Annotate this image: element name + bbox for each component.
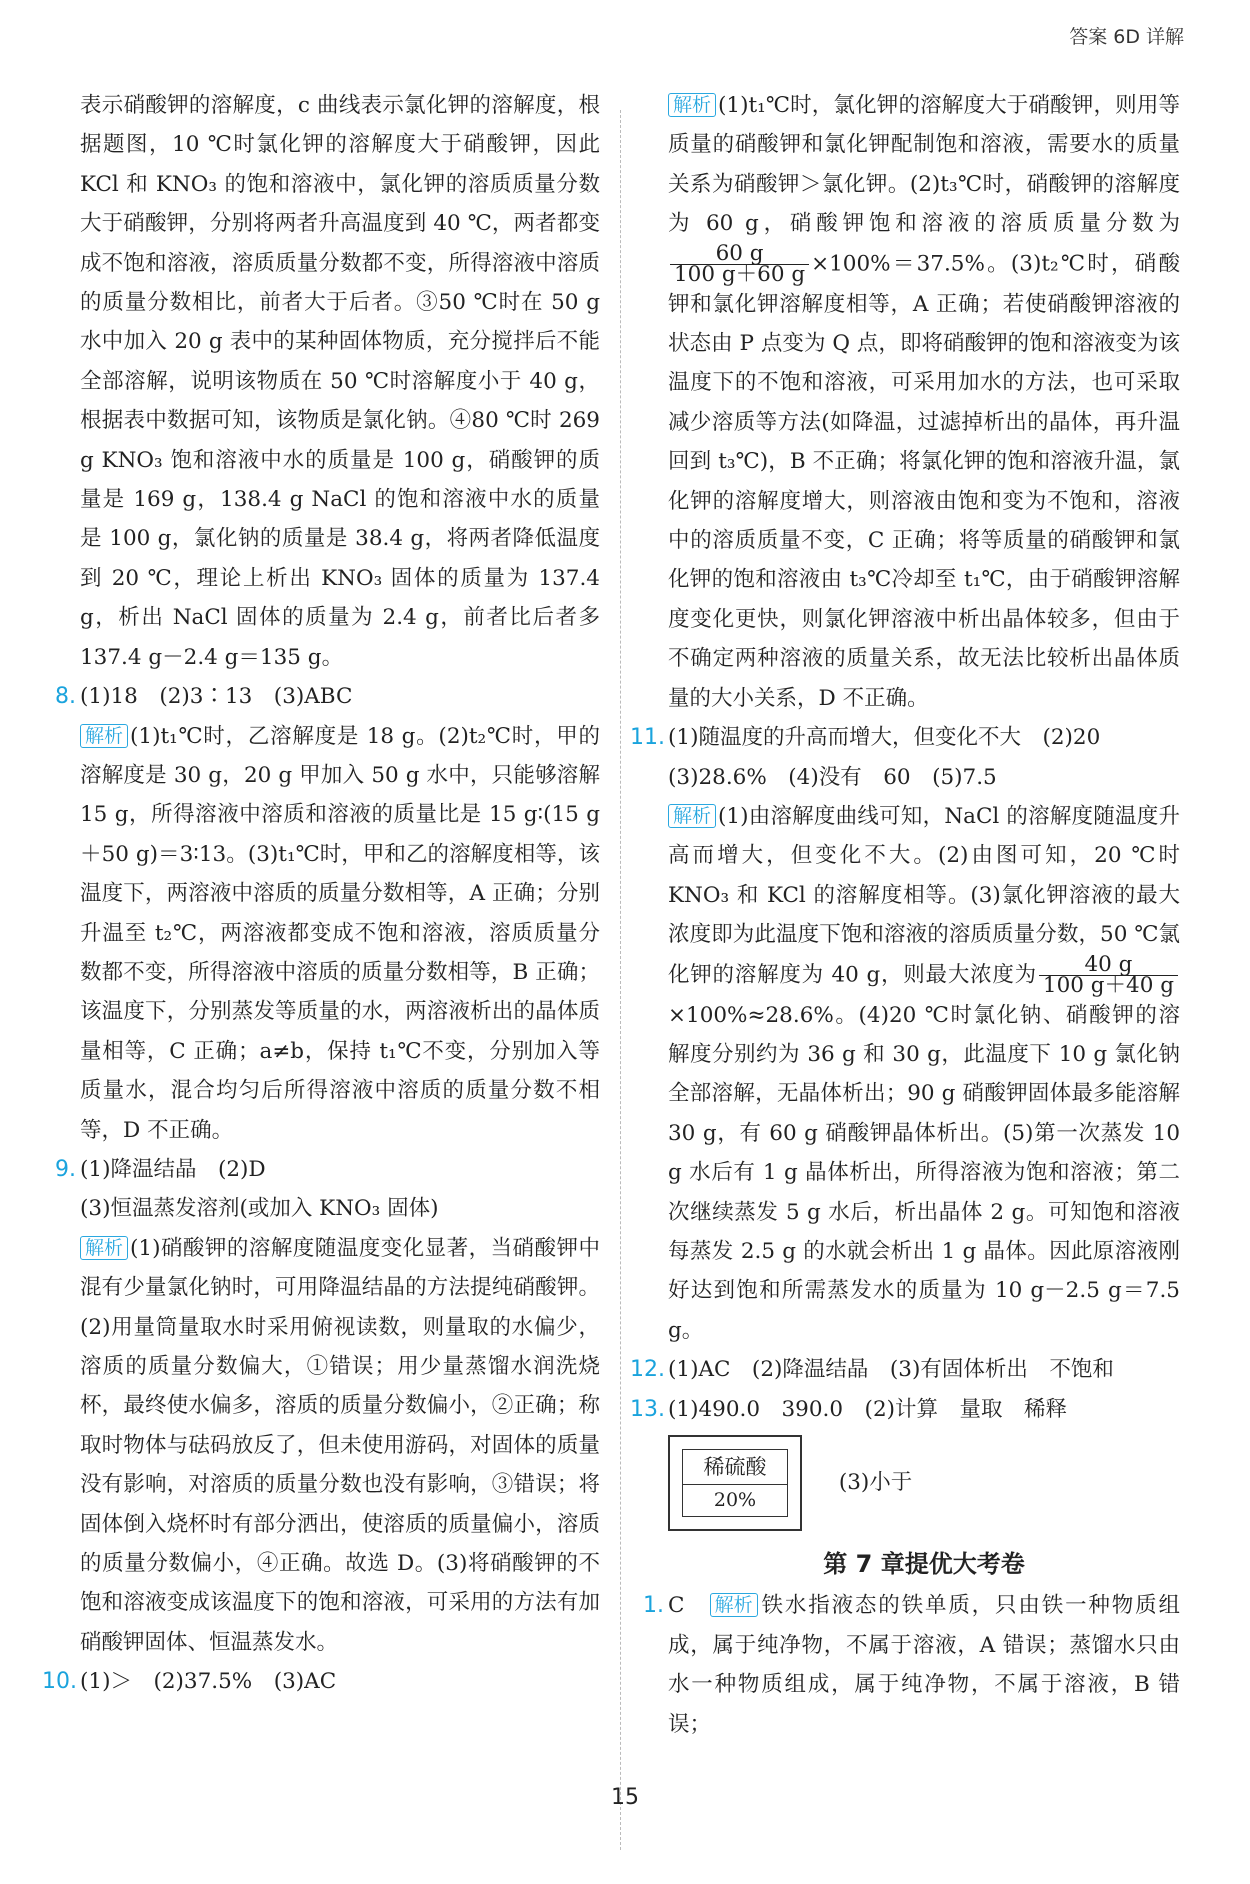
question-number: 9. xyxy=(55,1156,76,1182)
question-8 xyxy=(55,677,600,716)
reagent-label-row xyxy=(668,1429,1180,1537)
explanation-11 xyxy=(668,797,1180,1350)
question-13 xyxy=(630,1390,1180,1429)
column-divider xyxy=(620,110,621,1850)
fraction xyxy=(670,240,809,287)
reagent-name: 稀硫酸 xyxy=(683,1450,787,1485)
analysis-tag: 解析 xyxy=(710,1593,758,1617)
answer-text: (1)＞ (2)37.5% (3)AC xyxy=(80,1669,337,1695)
analysis-tag: 解析 xyxy=(80,1236,128,1260)
reagent-concentration: 20% xyxy=(713,1489,757,1511)
page-header: 答案 6D 详解 xyxy=(1069,26,1184,48)
answer-text: (1)18 (2)3∶13 (3)ABC xyxy=(80,684,353,710)
question-number: 8. xyxy=(55,684,76,710)
question-number: 11. xyxy=(630,725,665,751)
denominator: 100 g＋60 g xyxy=(674,261,806,287)
explanation-text: 铁水指液态的铁单质，只由铁一种物质组成，属于纯净物，不属于溶液，A 错误；蒸馏水只由水一种物质组成，属于纯净物，不属于溶液，B 错误； xyxy=(668,1593,1180,1737)
question-number: 1. xyxy=(643,1593,664,1619)
paragraph-continuation: 表示硝酸钾的溶解度，c 曲线表示氯化钾的溶解度，根据题图，10 ℃时氯化钾的溶解度大于硝酸钾，因此 KCl 和 KNO₃ 的饱和溶液中，氯化钾的溶质质量分数大于硝酸钾，分别将两者升高温度到 40 ℃，两者都变成不饱和溶液，溶质质量分数都不变，所得溶液中溶质的质量分数相比，前者大于后者。③50 ℃时在 50 g 水中加入 20 g 表中的某种固体物质，充分搅拌后不能全部溶解，说明该物质在 50 ℃时溶解度小于 40 g，根据表中数据可知，该物质是氯化钠。④80 ℃时 269 g KNO₃ 饱和溶液中水的质量是 100 g，硝酸钾的质量是 169 g，138.4 g NaCl 的饱和溶液中水的质量是 100 g，氯化钠的质量是 38.4 g，将两者降低温度到 20 ℃，理论上析出 KNO₃ 固体的质量为 137.4 g，析出 NaCl 固体的质量为 2.4 g，前者比后者多 137.4 g－2.4 g＝135 g。 xyxy=(80,93,600,670)
numerator: 60 g xyxy=(670,244,809,265)
answer-text: C xyxy=(668,1593,685,1619)
answer-text: (1)降温结晶 (2)D xyxy=(80,1156,266,1182)
analysis-tag: 解析 xyxy=(80,724,128,748)
question-9 xyxy=(55,1150,600,1189)
explanation-text: ×100%≈28.6%。(4)20 ℃时氯化钠、硝酸钾的溶解度分别约为 36 g 和 30 g，此温度下 10 g 氯化钠全部溶解，无晶体析出；90 g 硝酸钾固体最多能溶解 30 g，有 60 g 硝酸钾晶体析出。(5)第一次蒸发 10 g 水后有 1 g 晶体析出，所得溶液为饱和溶液；第二次继续蒸发 5 g 水后，析出晶体 2 g。可知饱和溶液每蒸发 2.5 g 的水就会析出 1 g 晶体。因此原溶液刚好达到饱和所需蒸发水的质量为 10 g－2.5 g＝7.5 g。 xyxy=(668,1002,1180,1343)
answer-line: (3)恒温蒸发溶剂(或加入 KNO₃ 固体) xyxy=(80,1196,439,1222)
reagent-label xyxy=(668,1435,802,1531)
question-11 xyxy=(630,718,1180,757)
explanation-text: (1)t₁℃时，氯化钾的溶解度大于硝酸钾，则用等质量的硝酸钾和氯化钾配制饱和溶液，需要水的质量关系为硝酸钾＞氯化钾。(2)t₃℃时，硝酸钾的溶解度为 60 g，硝酸钾饱和溶液的溶质质量分数为 xyxy=(668,93,1180,237)
answer-text: (3)小于 xyxy=(838,1470,913,1495)
explanation-text: ×100%＝37.5%。(3)t₂℃时，硝酸钾和氯化钾溶解度相等，A 正确；若使硝酸钾溶液的状态由 P 点变为 Q 点，即将硝酸钾的饱和溶液变为该温度下的不饱和溶液，可采用加水的方法，也可采取减少溶质等方法(如降温，过滤掉析出的晶体，再升温回到 t₃℃)，B 不正确；将氯化钾的饱和溶液升温，氯化钾的溶解度增大，则溶液由饱和变为不饱和，溶液中的溶质质量不变，C 正确；将等质量的硝酸钾和氯化钾的饱和溶液由 t₃℃冷却至 t₁℃，由于硝酸钾溶解度变化更快，则氯化钾溶液中析出晶体较多，但由于不确定两种溶液的质量关系，故无法比较析出晶体质量的大小关系，D 不正确。 xyxy=(668,251,1180,711)
answer-text: (1)AC (2)降温结晶 (3)有固体析出 不饱和 xyxy=(668,1357,1114,1383)
section-title: 第 7 章提优大考卷 xyxy=(823,1550,1025,1578)
analysis-tag: 解析 xyxy=(668,804,716,828)
explanation-text: (1)由溶解度曲线可知，NaCl 的溶解度随温度升高而增大，但变化不大。(2)由图可知，20 ℃时 KNO₃ 和 KCl 的溶解度相等。(3)氯化钾溶液的最大浓度即为此温度下饱和溶液的溶质质量分数，50 ℃氯化钾的溶解度为 40 g，则最大浓度为 xyxy=(668,803,1180,988)
question-12 xyxy=(630,1350,1180,1389)
numerator: 40 g xyxy=(1039,955,1178,976)
question-number: 10. xyxy=(42,1669,77,1695)
section-question-1 xyxy=(643,1586,1180,1744)
answer-text: (1)随温度的升高而增大，但变化不大 (2)20 xyxy=(668,725,1101,751)
reagent-label-inner xyxy=(682,1449,788,1517)
answer-line: (3)28.6% (4)没有 60 (5)7.5 xyxy=(668,764,997,790)
analysis-tag: 解析 xyxy=(668,93,716,117)
answer-text: (1)490.0 390.0 (2)计算 量取 稀释 xyxy=(668,1396,1068,1422)
explanation-text: (1)硝酸钾的溶解度随温度变化显著，当硝酸钾中混有少量氯化钠时，可用降温结晶的方法提纯硝酸钾。(2)用量筒量取水时采用俯视读数，则量取的水偏少，溶质的质量分数偏大，①错误；用少量蒸馏水润洗烧杯，最终使水偏多，溶质的质量分数偏小，②正确；称取时物体与砝码放反了，但未使用游码，对固体的质量没有影响，对溶质的质量分数也没有影响，③错误；将固体倒入烧杯时有部分洒出，使溶质的质量偏小，溶质的质量分数偏小，④正确。故选 D。(3)将硝酸钾的不饱和溶液变成该温度下的饱和溶液，可采用的方法有加硝酸钾固体、恒温蒸发水。 xyxy=(80,1235,600,1655)
left-column xyxy=(42,86,600,1702)
question-number: 12. xyxy=(630,1357,665,1383)
right-column xyxy=(630,86,1180,1744)
explanation-10 xyxy=(668,86,1180,718)
fraction xyxy=(1039,951,1178,998)
denominator: 100 g＋40 g xyxy=(1042,972,1174,998)
question-10 xyxy=(42,1662,600,1701)
explanation-8 xyxy=(80,717,600,1150)
explanation-9 xyxy=(80,1229,600,1662)
explanation-text: (1)t₁℃时，乙溶解度是 18 g。(2)t₂℃时，甲的溶解度是 30 g，20 g 甲加入 50 g 水中，只能够溶解 15 g，所得溶液中溶质和溶液的质量比是 15 g∶(15 g＋50 g)＝3∶13。(3)t₁℃时，甲和乙的溶解度相等，该温度下，两溶液中溶质的质量分数相等，A 正确；分别升温至 t₂℃，两溶液都变成不饱和溶液，溶质质量分数都不变，所得溶液中溶质的质量分数相等，B 正确；该温度下，分别蒸发等质量的水，两溶液析出的晶体质量相等，C 正确；a≠b，保持 t₁℃不变，分别加入等质量水，混合均匀后所得溶液中溶质的质量分数不相等，D 不正确。 xyxy=(80,723,600,1143)
page-number: 15 xyxy=(611,1785,639,1810)
question-number: 13. xyxy=(630,1396,665,1422)
